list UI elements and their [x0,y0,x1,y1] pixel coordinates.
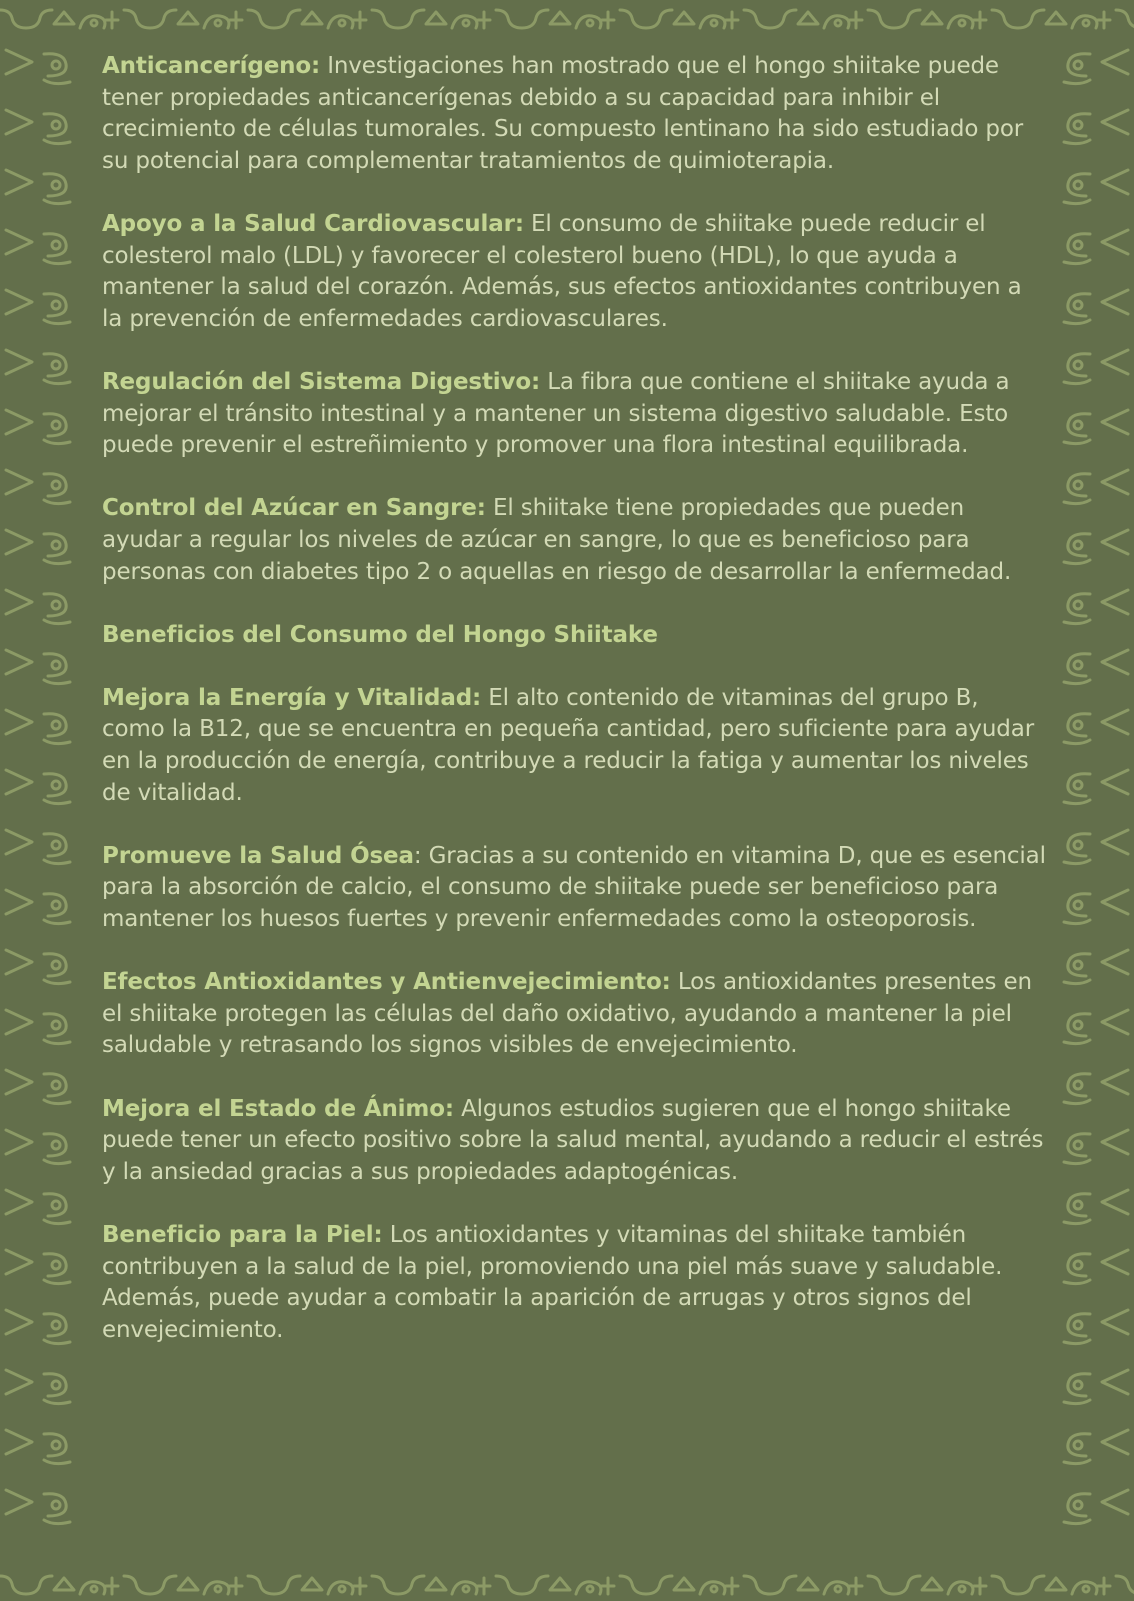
paragraph [102,841,1048,936]
section-anticancerigeno [102,51,1048,177]
section-text: Los antioxidantes y vitaminas del shiitake también contribuyen a la salud de la piel, promoviendo una piel más suave y saludable. Además, puede ayudar a combatir la aparición de arrugas y otros signos del envejecimiento. [102,1221,1003,1343]
section-energia-vitalidad [102,683,1048,809]
section-azucar-en-sangre [102,493,1048,588]
section-term: Mejora la Energía y Vitalidad: [102,684,482,711]
paragraph [102,683,1048,809]
section-text: : Gracias a su contenido en vitamina D, que es esencial para la absorción de calcio, el consumo de shiitake puede ser beneficioso para mantener los huesos fuertes y prevenir enfermedades como la osteoporosis. [102,842,1046,933]
paragraph [102,967,1048,1062]
section-beneficio-piel [102,1220,1048,1346]
top-border-ornament [0,10,1134,28]
section-text: La fibra que contiene el shiitake ayuda a mejorar el tránsito intestinal y a mantener un sistema digestivo saludable. Esto puede prevenir el estreñimiento y promover una flora intestinal equilibrada. [102,368,1010,459]
bottom-border-ornament [0,1576,1134,1594]
section-term: Regulación del Sistema Digestivo: [102,368,541,395]
section-estado-de-animo [102,1094,1048,1189]
section-text: El shiitake tiene propiedades que pueden ayudar a regular los niveles de azúcar en sangre, lo que es beneficioso para personas con diabetes tipo 2 o aquellas en riesgo de desarrollar la enfermedad. [102,495,1012,585]
section-term: Apoyo a la Salud Cardiovascular: [102,210,524,237]
section-antioxidantes [102,967,1048,1062]
section-salud-cardiovascular [102,209,1048,335]
section-text: Algunos estudios sugieren que el hongo shiitake puede tener un efecto positivo sobre la salud mental, ayudando a reducir el estrés y la ansiedad gracias a sus propiedades adaptogénicas. [102,1095,1044,1185]
section-term: Beneficio para la Piel: [102,1221,383,1248]
section-term: Mejora el Estado de Ánimo: [102,1095,454,1122]
paragraph [102,493,1048,588]
section-text: Los antioxidantes presentes en el shiitake protegen las células del daño oxidativo, ayudando a mantener la piel saludable y retrasando los signos visibles de envejecimiento. [102,969,1032,1059]
section-term: Efectos Antioxidantes y Antienvejecimiento: [102,969,671,996]
paragraph [102,1220,1048,1346]
section-sistema-digestivo [102,367,1048,462]
paragraph [102,51,1048,177]
section-term: Anticancerígeno: [102,53,321,79]
paragraph [102,1094,1048,1189]
section-salud-osea [102,841,1048,936]
section-text: Investigaciones han mostrado que el hongo shiitake puede tener propiedades anticancerígenas debido a su capacidad para inhibir el crecimiento de células tumorales. Su compuesto lentinano ha sido estudiado por su potencial para complementar tratamientos de quimioterapia. [102,53,1024,174]
paragraph [102,209,1048,335]
paragraph [102,367,1048,462]
section-text: El consumo de shiitake puede reducir el colesterol malo (LDL) y favorecer el colesterol bueno (HDL), lo que ayuda a mantener la salud del corazón. Además, sus efectos antioxidantes contribuyen a la prevención de enfermedades cardiovasculares. [102,210,1022,332]
section-term: Control del Azúcar en Sangre: [102,495,486,522]
document-body [102,51,1048,1378]
section-term: Promueve la Salud Ósea [102,842,414,869]
section-heading: Beneficios del Consumo del Hongo Shiitake [102,621,658,648]
right-border-ornament [1064,50,1128,1524]
section-text: El alto contenido de vitaminas del grupo B, como la B12, que se encuentra en pequeña cantidad, pero suficiente para ayudar en la producción de energía, contribuye a reducir la fatiga y aumentar los niveles de vitalidad. [102,684,1035,806]
left-border-ornament [6,50,70,1524]
